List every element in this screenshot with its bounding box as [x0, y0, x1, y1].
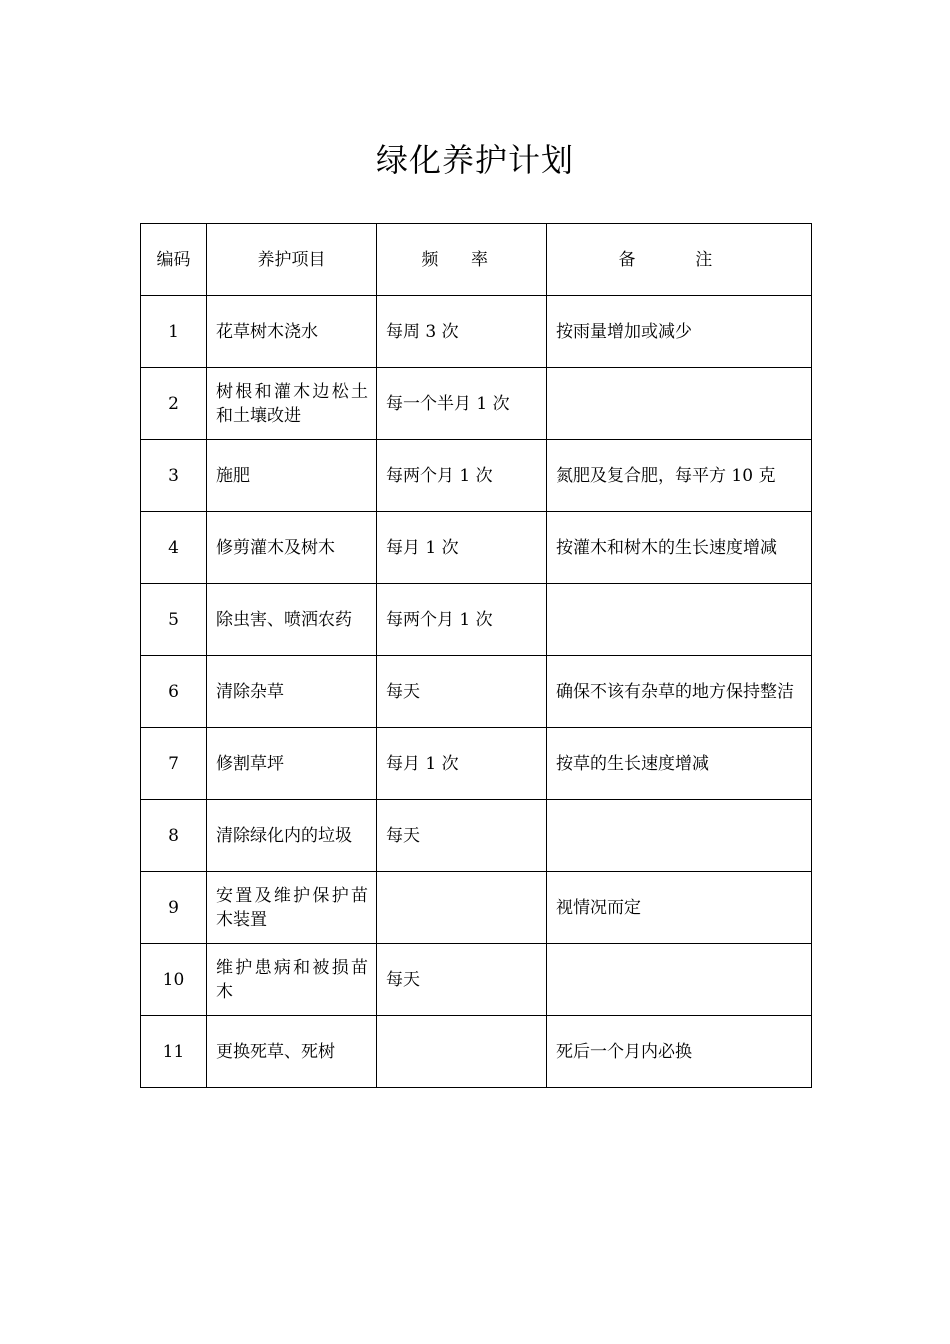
- cell-code: 9: [141, 872, 207, 944]
- cell-frequency: 每周 3 次: [377, 296, 547, 368]
- cell-code: 6: [141, 656, 207, 728]
- cell-frequency: 每天: [377, 944, 547, 1016]
- header-item: 养护项目: [207, 224, 377, 296]
- cell-code: 5: [141, 584, 207, 656]
- cell-note: 死后一个月内必换: [547, 1016, 812, 1088]
- cell-note: [547, 584, 812, 656]
- cell-item: 花草树木浇水: [207, 296, 377, 368]
- cell-code: 7: [141, 728, 207, 800]
- cell-item: 维护患病和被损苗木: [207, 944, 377, 1016]
- table-row: [141, 584, 812, 656]
- header-note: 备 注: [547, 224, 812, 296]
- cell-code: 11: [141, 1016, 207, 1088]
- page-title: 绿化养护计划: [375, 141, 574, 179]
- table-row: [141, 944, 812, 1016]
- cell-item: 除虫害、喷洒农药: [207, 584, 377, 656]
- table-row: [141, 872, 812, 944]
- table-row: [141, 656, 812, 728]
- cell-note: 按雨量增加或减少: [547, 296, 812, 368]
- cell-code: 8: [141, 800, 207, 872]
- cell-item: 清除杂草: [207, 656, 377, 728]
- cell-note: [547, 368, 812, 440]
- cell-item: 安置及维护保护苗木装置: [207, 872, 377, 944]
- table-row: [141, 728, 812, 800]
- cell-code: 2: [141, 368, 207, 440]
- cell-frequency: 每天: [377, 800, 547, 872]
- cell-item: 清除绿化内的垃圾: [207, 800, 377, 872]
- cell-item: 修剪灌木及树木: [207, 512, 377, 584]
- cell-note: 氮肥及复合肥，每平方 10 克: [547, 440, 812, 512]
- cell-item: 施肥: [207, 440, 377, 512]
- table-row: [141, 440, 812, 512]
- table-row: [141, 1016, 812, 1088]
- cell-note: [547, 800, 812, 872]
- cell-item: 修割草坪: [207, 728, 377, 800]
- cell-note: 视情况而定: [547, 872, 812, 944]
- cell-code: 4: [141, 512, 207, 584]
- maintenance-plan-table: [140, 223, 812, 1088]
- cell-item: 树根和灌木边松土和土壤改进: [207, 368, 377, 440]
- cell-frequency: 每一个半月 1 次: [377, 368, 547, 440]
- cell-frequency: 每两个月 1 次: [377, 440, 547, 512]
- cell-note: [547, 944, 812, 1016]
- cell-frequency: 每两个月 1 次: [377, 584, 547, 656]
- table-row: [141, 800, 812, 872]
- header-frequency: 频 率: [377, 224, 547, 296]
- cell-frequency: 每月 1 次: [377, 512, 547, 584]
- table-header-row: [141, 224, 812, 296]
- cell-code: 10: [141, 944, 207, 1016]
- cell-note: 确保不该有杂草的地方保持整洁: [547, 656, 812, 728]
- cell-note: 按草的生长速度增减: [547, 728, 812, 800]
- table-row: [141, 296, 812, 368]
- cell-code: 1: [141, 296, 207, 368]
- cell-frequency: 每月 1 次: [377, 728, 547, 800]
- table-row: [141, 512, 812, 584]
- cell-frequency: 每天: [377, 656, 547, 728]
- header-code: 编码: [141, 224, 207, 296]
- cell-frequency: [377, 872, 547, 944]
- cell-note: 按灌木和树木的生长速度增减: [547, 512, 812, 584]
- cell-code: 3: [141, 440, 207, 512]
- cell-item: 更换死草、死树: [207, 1016, 377, 1088]
- table-row: [141, 368, 812, 440]
- cell-frequency: [377, 1016, 547, 1088]
